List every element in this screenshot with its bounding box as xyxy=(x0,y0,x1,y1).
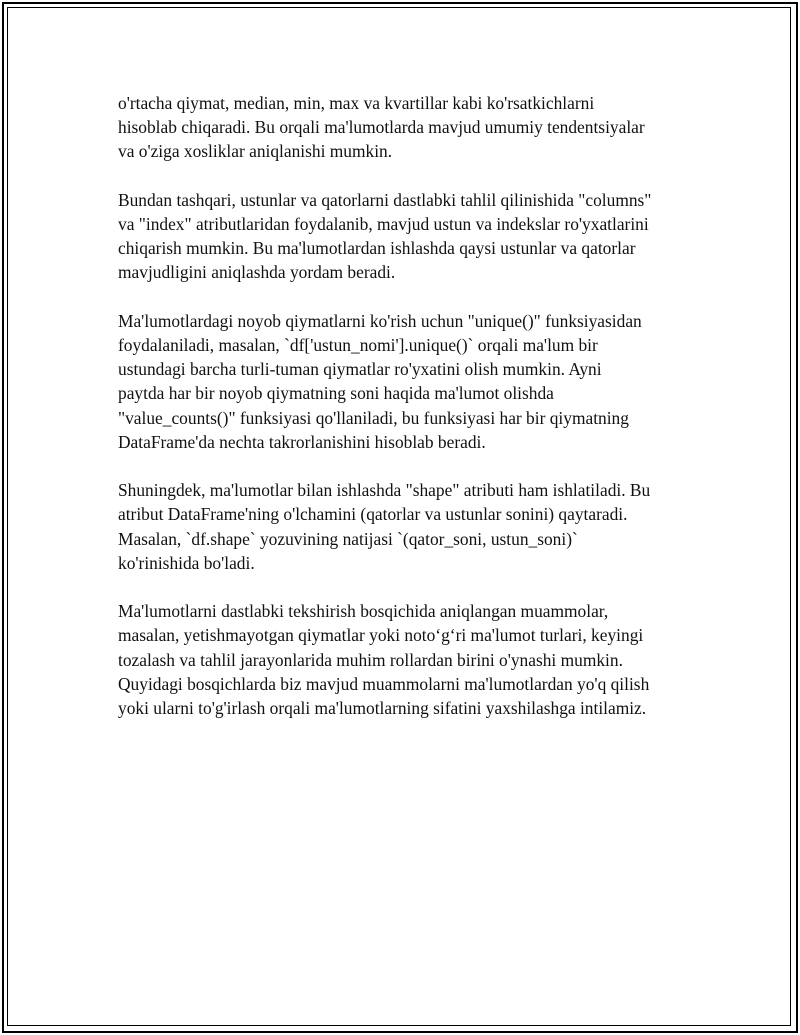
paragraph-3: Ma'lumotlardagi noyob qiymatlarni ko'rish uchun "unique()" funksiyasidan foydalaniladi, masalan, `df['ustun_nomi'].unique()` orqali ma'lum bir ustundagi barcha turli-tuman qiymatlar ro'yxatini olish mumkin. Ayni paytda har bir noyob qiymatning soni haqida ma'lumot olishda "value_counts()" funksiyasi qo'llaniladi, bu funksiyasi har bir qiymatning DataFrame'da nechta takrorlanishini hisoblab beradi. xyxy=(118,310,642,452)
document-body xyxy=(118,91,698,744)
paragraph-4: Shuningdek, ma'lumotlar bilan ishlashda "shape" atributi ham ishlatiladi. Bu atribut DataFrame'ning o'lchamini (qatorlar va ustunlar sonini) qaytaradi. Masalan, `df.shape` yozuvining natijasi `(qator_soni, ustun_soni)` ko'rinishida bo'ladi. xyxy=(118,480,651,573)
paragraph-5: Ma'lumotlarni dastlabki tekshirish bosqichida aniqlangan muammolar, masalan, yetishmayotgan qiymatlar yoki noto‘g‘ri ma'lumot turlari, keyingi tozalash va tahlil jarayonlarida muhim rollardan birini o'ynashi mumkin. Quyidagi bosqichlarda biz mavjud muammolarni ma'lumotlardan yo'q qilish yoki ularni to'g'irlash orqali ma'lumotlarning sifatini yaxshilashga intilamiz. xyxy=(118,601,650,719)
paragraph-1: o'rtacha qiymat, median, min, max va kvartillar kabi ko'rsatkichlarni hisoblab chiqaradi. Bu orqali ma'lumotlarda mavjud umumiy tendentsiyalar va o'ziga xosliklar aniqlanishi mumkin. xyxy=(118,93,645,162)
paragraph-2: Bundan tashqari, ustunlar va qatorlarni dastlabki tahlil qilinishida "columns" va "index" atributlaridan foydalanib, mavjud ustun va indekslar ro'yxatlarini chiqarish mumkin. Bu ma'lumotlardan ishlashda qaysi ustunlar va qatorlar mavjudligini aniqlashda yordam beradi. xyxy=(118,189,652,283)
